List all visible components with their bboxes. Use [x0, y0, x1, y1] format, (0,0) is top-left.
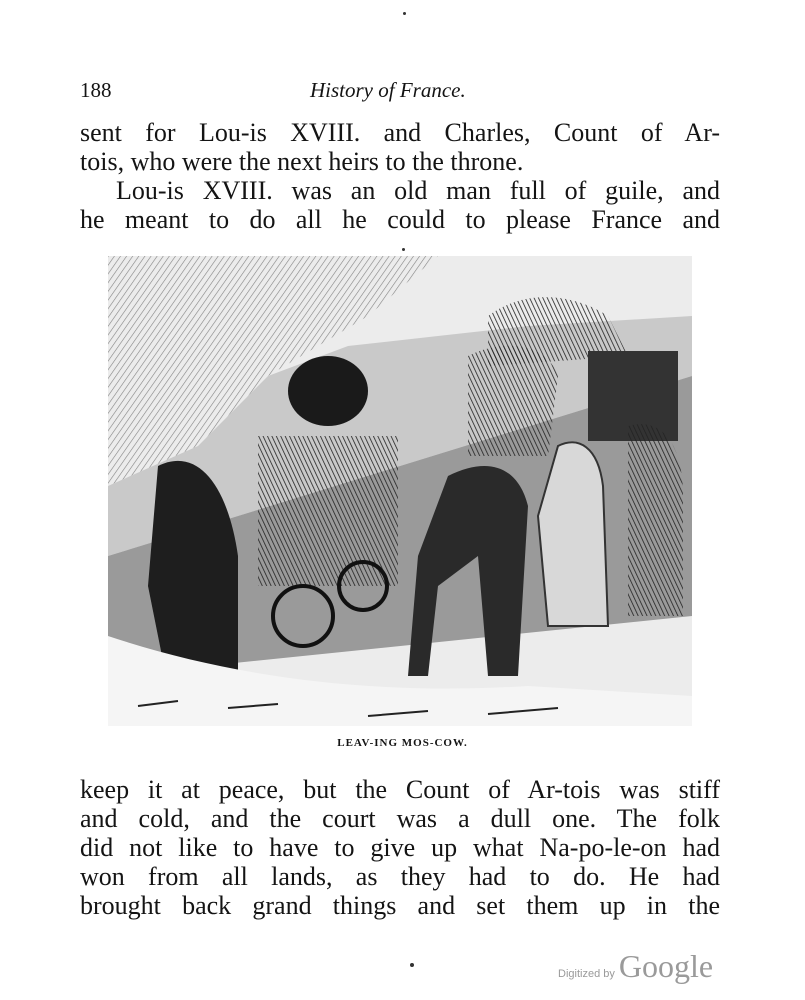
ink-speck [402, 248, 405, 251]
text-line: sent for Lou-is XVIII. and Charles, Count of Ar- [80, 118, 720, 147]
text-line: won from all lands, as they had to do. He had [80, 862, 720, 891]
watermark-prefix: Digitized by [558, 968, 615, 980]
text-line: did not like to have to give up what Na-po-le-on had [80, 833, 720, 862]
illustration-leaving-moscow [108, 256, 692, 726]
page-number: 188 [80, 78, 112, 102]
text-line: brought back grand things and set them up in the [80, 891, 720, 920]
text-line: Lou-is XVIII. was an old man full of guile, and [116, 176, 720, 205]
bottom-paragraph [80, 775, 720, 920]
text-line: and cold, and the court was a dull one. The folk [80, 804, 720, 833]
ink-speck [403, 12, 406, 15]
top-paragraphs [80, 118, 720, 234]
running-title: History of France. [310, 78, 466, 102]
ink-speck [410, 963, 414, 967]
digitized-by-google-watermark [558, 948, 713, 985]
text-line: keep it at peace, but the Count of Ar-tois was stiff [80, 775, 720, 804]
google-logo: Google [618, 948, 714, 984]
figure-caption: LEAV-ING MOS-COW. [337, 737, 468, 749]
text-line: he meant to do all he could to please France and [80, 205, 720, 234]
text-line: tois, who were the next heirs to the throne. [80, 147, 524, 176]
